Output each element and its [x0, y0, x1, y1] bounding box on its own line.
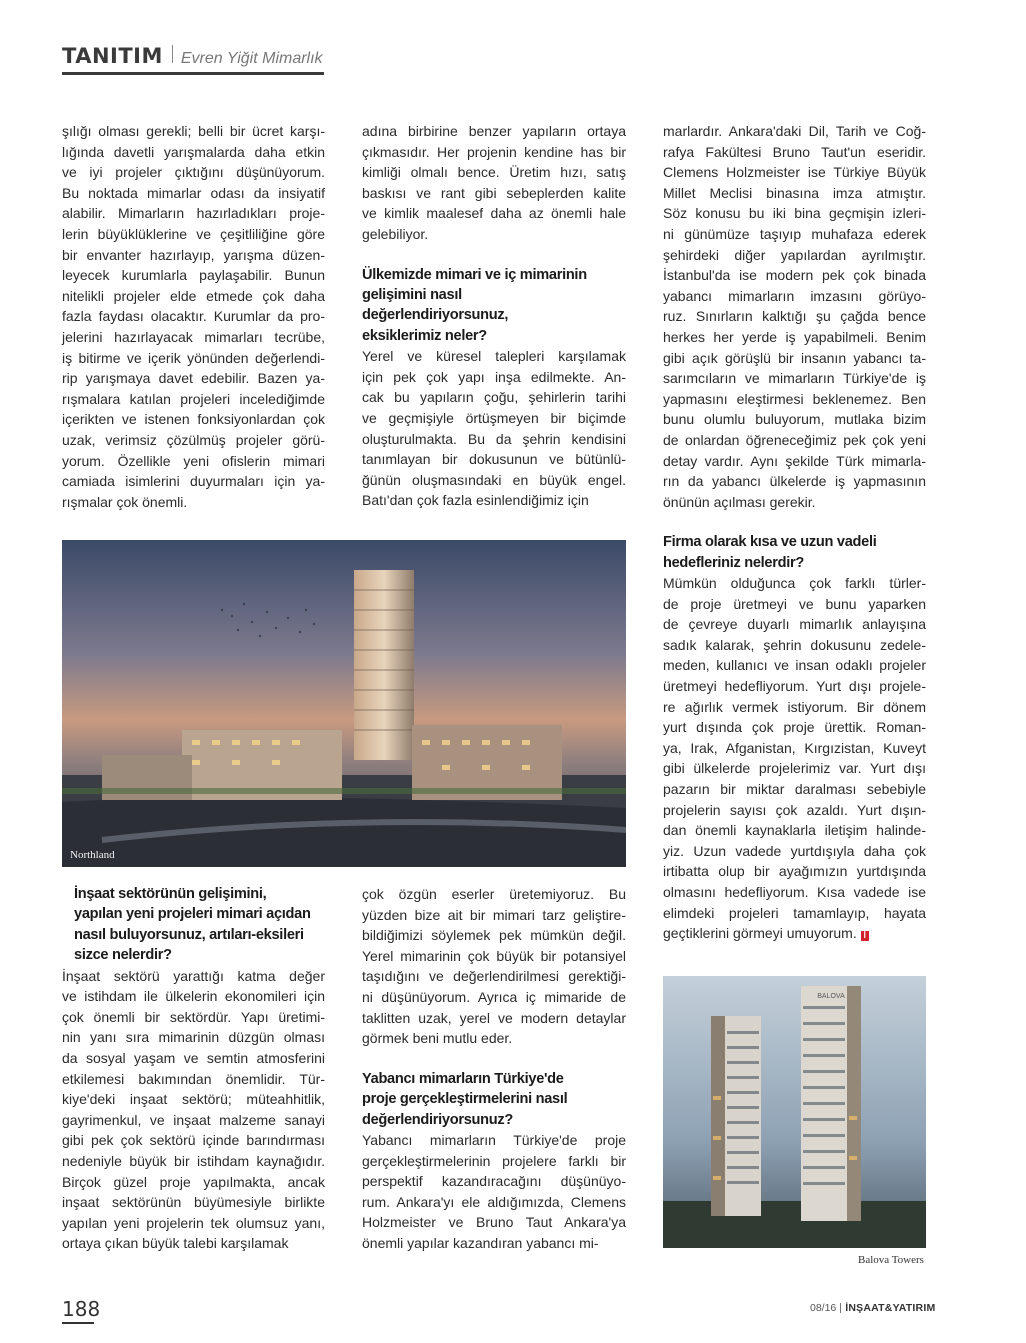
column2-bottom	[362, 884, 626, 1254]
text-line: İstanbul'da ise modern pek çok binada	[663, 267, 926, 284]
column1-top-text	[62, 121, 325, 512]
text-line: gibi açık görüşlü bir insanın yabancı ta-	[663, 349, 926, 366]
question-line: Ülkemizde mimari ve iç mimarinin	[362, 266, 587, 283]
text-line: bir envanter hazırlayıp, yarışma düzen-	[62, 246, 325, 263]
text-line: fazla faydası olacaktır. Kurumlar da pro-	[62, 308, 325, 325]
text-line: Yerel ve küresel talepleri karşılamak	[362, 348, 626, 365]
text-line: de proje üretmeyi ve bunu yaparken	[663, 595, 926, 612]
text-line: ni günümüze taşıyıp muhafaza ederek	[663, 225, 926, 242]
text-line: da sosyal yaşam ve semtin atmosferini	[62, 1050, 325, 1066]
text-line: çok önemli bir sektördür. Yapı üretimi-	[62, 1008, 325, 1025]
text-line: ve geçmişiyle örtüşmeyen bir biçimde	[362, 409, 626, 426]
text-line: ğünün oluşmasındaki en büyük engel.	[362, 471, 626, 488]
question-line: hedefleriniz nelerdir?	[663, 554, 804, 571]
text-line: üretmeyi hedefliyorum. Yurt dışı projele-	[663, 678, 926, 695]
text-line: iş bitirme ve içerik yönünden değerlendi-	[62, 349, 325, 366]
text-line: için pek çok yapı inşa edilmekte. An-	[362, 368, 626, 385]
section-title: TANITIM	[62, 44, 163, 68]
text-line: önünün açılması gerekir.	[663, 493, 816, 510]
text-line: bunu olumlu buluyorum, mutlaka bizim	[663, 411, 926, 428]
northland-caption: Northland	[70, 849, 115, 861]
page-number: 188	[62, 1297, 101, 1321]
text-line: lığında davetli yarışmalarda daha etkin	[62, 143, 325, 160]
text-line: ve kimlik maalesef daha az önemli hale	[362, 205, 626, 222]
text-line: kiye'deki inşaat sektörü; müteahhitlik,	[62, 1091, 325, 1108]
text-line: Batı'dan çok fazla esinlendiğimiz için	[362, 492, 589, 509]
magazine-name: İNŞAAT&YATIRIM	[845, 1302, 936, 1314]
text-line: rafya Fakültesi Bruno Taut'un eseridir.	[663, 143, 926, 160]
text-line: Clemens Holzmeister ise Türkiye Büyük	[663, 164, 926, 181]
header-rule	[62, 72, 324, 75]
balova-towers-photo	[663, 976, 926, 1248]
text-line: gibi pek çok sektörü içinde barındırması	[62, 1132, 325, 1149]
text-line: Yerel mimarinin çok büyük bir potansiyel	[362, 947, 626, 964]
text-line: şılığı olması gerekli; belli bir ücret karşı-	[62, 123, 325, 139]
text-line: yapılan yeni projelerin tek olumsuz yanı,	[62, 1214, 325, 1231]
column3-intro	[663, 121, 926, 512]
text-line: herkes her yerde iş yapabilmeli. Benim	[663, 328, 926, 345]
text-line: yiz. Uzun vadede yurtdışıyla daha çok	[663, 842, 926, 859]
text-line: pazarın bir miktar daralması sebebiyle	[663, 781, 926, 798]
text-line: irtibatta olup bir ayağımızın yurtdışında	[663, 863, 926, 880]
text-line: marlardır. Ankara'daki Dil, Tarih ve Coğ-	[663, 123, 926, 139]
text-line: geçtiklerini görmeyi umuyorum.	[663, 925, 857, 942]
text-line: ve istihdam ile ülkelerin ekonomileri için	[62, 988, 325, 1005]
question-line: nasıl buluyorsunuz, artıları-eksileri	[74, 926, 304, 943]
question-line: proje gerçekleştirmelerini nasıl	[362, 1091, 568, 1108]
column1-bottom	[62, 884, 325, 1254]
text-line: gerçekleştirmelerinin projelere farklı bir	[362, 1152, 626, 1169]
page-number-rule	[62, 1322, 94, 1324]
text-line: bildiğimizi söylemek pek mümkün değil.	[362, 927, 626, 944]
text-line: rın da yabancı ülkelerde iş yapmasının	[663, 473, 926, 490]
text-line: Söz konusu bu iki bina geçmişin izleri-	[663, 205, 926, 222]
text-line: ve iyi projeler çıktığını düşünüyorum.	[62, 164, 325, 181]
text-line: cak bu yapıların çoğu, şehirlerin tarihi	[362, 389, 626, 406]
question-company-goals	[663, 532, 926, 573]
text-line: meden, kullanıcı ve insan odaklı projeler	[663, 657, 926, 674]
text-line: dan önemli kaynaklarla iletişim halinde-	[663, 822, 926, 839]
column2-intro	[362, 121, 626, 245]
text-line: Mümkün olduğunca çok farklı türler-	[663, 575, 926, 592]
text-line: yapmasını eleştirmesi beklenemez. Ben	[663, 390, 926, 407]
northland-photo	[62, 540, 626, 867]
text-line: rum. Ankara'yı ele aldığımızda, Clemens	[362, 1193, 626, 1210]
text-line: Holzmeister ve Bruno Taut Ankara'ya	[362, 1214, 626, 1231]
text-line: çıkmasıdır. Her projenin kendine has bir	[362, 143, 626, 160]
question-line: sizce nelerdir?	[74, 947, 172, 964]
text-line: sadık kalarak, şehrin dokusunu zedele-	[663, 636, 926, 653]
answer-company-goals	[663, 573, 926, 944]
question-line: Firma olarak kısa ve uzun vadeli	[663, 534, 877, 551]
header-divider	[172, 45, 173, 63]
question-line: yapılan yeni projeleri mimari açıdan	[74, 906, 311, 923]
text-line: ruz. Sınırların kalktığı şu çağda bence	[663, 308, 926, 325]
text-line: uzak, verimsiz çözülmüş projeler görü-	[62, 431, 325, 448]
section-subtitle: Evren Yiğit Mimarlık	[180, 50, 323, 67]
text-line: gibi ülkelerde projelerimiz var. Yurt dışı	[663, 760, 926, 777]
northland-rendering	[62, 540, 626, 867]
text-line: rışmalar çok önemli.	[62, 493, 188, 510]
text-line: rışmalara katılan projeleri incelediğimde	[62, 390, 325, 407]
text-line: baskısı ve rant gibi sebeplerden kalite	[362, 184, 626, 201]
text-line: rip yarışmaya davet edebilir. Bazen ya-	[62, 370, 325, 387]
text-line: tanımlayan bir dokusunun ve bütünlü-	[362, 451, 626, 468]
question-line: Yabancı mimarların Türkiye'de	[362, 1070, 564, 1087]
text-line: de çevreye duyarlı mimarlık anlayışına	[663, 616, 926, 633]
text-line: şehirdeki diğer yapılardan ayrılmıştır.	[663, 246, 926, 263]
column2-top	[362, 121, 626, 511]
text-line: oluşturulmakta. Bu da şehrin kendisini	[362, 430, 626, 447]
text-line: olmasını hedefliyorum. Kısa vadede ise	[663, 884, 926, 900]
balova-sign: BALOVA	[817, 993, 845, 1000]
answer-construction-sector	[62, 966, 325, 1254]
text-line: yabancı mimarların imzasını görüyo-	[663, 287, 926, 304]
question-foreign-architects	[362, 1069, 626, 1130]
question-line: değerlendiriyorsunuz?	[362, 1111, 514, 1128]
answer-foreign-architects	[362, 1130, 626, 1254]
text-line: gelebiliyor.	[362, 225, 429, 242]
text-line: kimliği olmalı bence. Üretim hızı, satış	[362, 164, 626, 181]
text-line: nitelikli projeler elde etmede çok daha	[62, 287, 325, 304]
text-line: taklitten uzak, yerel ve modern detaylar	[362, 1009, 626, 1026]
text-line: perspektif kazandıracağını düşünüyo-	[362, 1173, 626, 1190]
text-line: lerin büyüklüklerine ve çeşitliliğine göre	[62, 225, 325, 242]
text-line: çok özgün eserler üretemiyoruz. Bu	[362, 886, 626, 902]
text-line: görmek beni mutlu eder.	[362, 1030, 513, 1047]
question-line: değerlendiriyorsunuz,	[362, 307, 509, 324]
text-line: ya, Irak, Afganistan, Kırgızistan, Kuveyt	[663, 739, 926, 756]
issue-info	[810, 1302, 935, 1314]
text-line: projelerin sayısı çok azaldı. Yurt dışın-	[663, 801, 926, 818]
text-line: jelerini hazırlayacak mimarları tecrübe,	[62, 328, 325, 345]
text-line: yüzden bize ait bir mimari tarz geliştire-	[362, 906, 626, 923]
text-line: adına birbirine benzer yapıların ortaya	[362, 123, 626, 139]
column3	[663, 121, 926, 944]
question-construction-sector	[74, 884, 325, 966]
column2-bottom-intro	[362, 884, 626, 1049]
issue-date: 08/16	[810, 1302, 837, 1314]
question-architecture-development	[362, 265, 626, 347]
text-line: yurt dışında çok proje ürettik. Roman-	[663, 719, 926, 736]
balova-caption: Balova Towers	[858, 1254, 924, 1266]
text-line: de onlardan öğreneceğimiz pek çok yeni	[663, 431, 926, 448]
text-line: Birçok güzel proje yapılmakta, ancak	[62, 1173, 325, 1190]
text-line: etkilemesi bakımından önemlidir. Tür-	[62, 1070, 325, 1087]
text-line: gayrimenkul, ve inşaat malzeme sanayi	[62, 1111, 325, 1128]
question-line: eksiklerimiz neler?	[362, 327, 487, 344]
text-line: re ağırlık vermek istiyorum. Bir dönem	[663, 698, 926, 715]
text-line: önemli yapılar kazandıran yabancı mi-	[362, 1234, 599, 1251]
text-line: detay vardır. Aynı şekilde Türk mimarla-	[663, 452, 926, 469]
text-line: içerikten ve istenen fonksiyonlardan çok	[62, 411, 325, 428]
balova-towers-rendering	[663, 976, 926, 1248]
text-line: İnşaat sektörü yarattığı katma değer	[62, 967, 325, 984]
text-line: Yabancı mimarların Türkiye'de proje	[362, 1131, 626, 1148]
answer-architecture-development	[362, 346, 626, 511]
text-line: ortaya çıkan büyük talebi karşılamak	[62, 1235, 289, 1252]
text-line: Millet Meclisi binasına imza atmıştır.	[663, 184, 926, 201]
text-line: ni düşünüyorum. Ayrıca iç mimaride de	[362, 988, 626, 1005]
text-line: camiada isimlerini duyurmaları için ya-	[62, 473, 325, 490]
text-line: taşıdığını ve değerlendirilmesi gerektiği-	[362, 968, 626, 985]
section-header	[62, 44, 324, 68]
article-end-icon: İ	[861, 931, 869, 941]
text-line: sarımcıların ve mimarların Türkiye'de iş	[663, 370, 926, 387]
issue-divider	[840, 1303, 841, 1313]
text-line: leyecek kurumlarla paylaşabilir. Bunun	[62, 267, 325, 284]
question-line: İnşaat sektörünün gelişimini,	[74, 886, 267, 902]
question-line: gelişimini nasıl	[362, 286, 462, 303]
text-line: nin yanı sıra mimarinin düzgün olması	[62, 1029, 325, 1046]
text-line: nedeniyle büyük bir istihdam kaynağıdır.	[62, 1152, 325, 1169]
text-line: Bu noktada mimarlar odası da insiyatif	[62, 184, 325, 201]
text-line: yorum. Özellikle yeni ofislerin mimari	[62, 452, 325, 469]
text-line: alabilir. Mimarların hazırladıkları proje-	[62, 205, 325, 222]
text-line: inşaat sektörünün büyümesiyle birlikte	[62, 1194, 325, 1211]
text-line: elimdeki projeleri tamamlayıp, hayata	[663, 904, 926, 921]
